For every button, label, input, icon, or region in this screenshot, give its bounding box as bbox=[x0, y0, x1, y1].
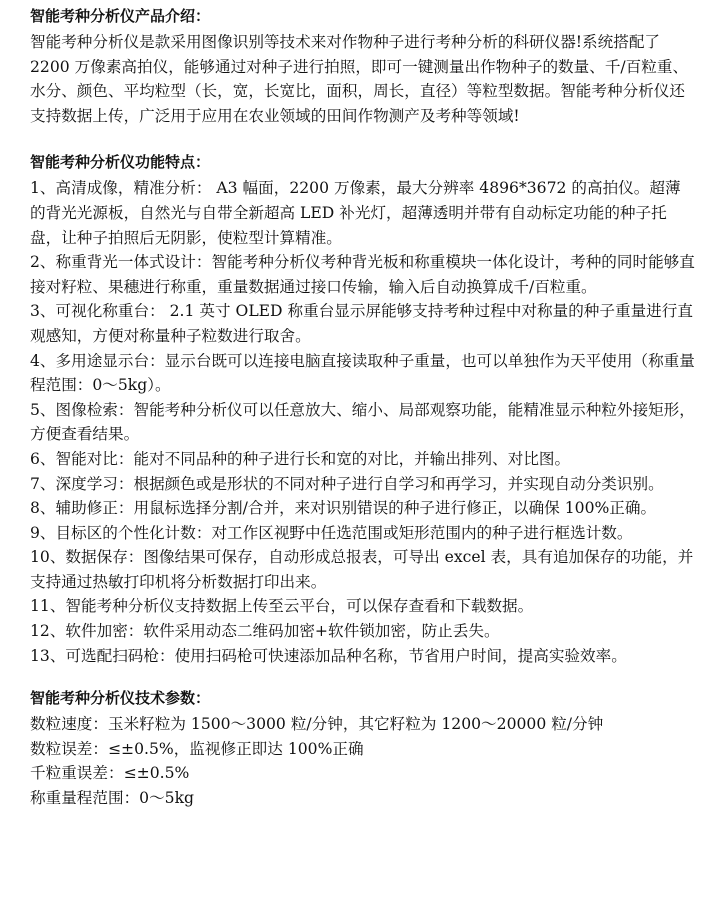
spec-item: 数粒速度：玉米籽粒为 1500～3000 粒/分钟，其它籽粒为 1200～20000 粒/分钟 bbox=[30, 715, 604, 734]
feature-item: 4、多用途显示台：显示台既可以连接电脑直接读取种子重量，也可以单独作为天平使用（称重量程范围：0～5kg）。 bbox=[30, 351, 695, 395]
specs-heading: 智能考种分析仪技术参数： bbox=[30, 689, 211, 708]
feature-item: 13、可选配扫码枪：使用扫码枪可快速添加品种名称，节省用户时间，提高实验效率。 bbox=[30, 646, 627, 665]
feature-item: 12、软件加密：软件采用动态二维码加密+软件锁加密，防止丢失。 bbox=[30, 622, 500, 641]
feature-item: 10、数据保存：图像结果可保存，自动形成总报表，可导出 excel 表，具有追加保存的功能，并支持通过热敏打印机将分析数据打印出来。 bbox=[30, 548, 694, 591]
feature-item: 9、目标区的个性化计数：对工作区视野中任选范围或矩形范围内的种子进行框选计数。 bbox=[30, 523, 633, 542]
spacer bbox=[30, 668, 696, 688]
feature-item: 1、高清成像，精准分析： A3 幅面，2200 万像素，最大分辨率 4896*3672 的高拍仪。超薄的背光光源板，自然光与自带全新超高 LED 补光灯，超薄透明并带有自动标定功能的种子托盘，让种子拍照后无阴影，使粒型计算精准。 bbox=[30, 179, 681, 247]
specs-section bbox=[30, 688, 696, 810]
features-section bbox=[30, 152, 696, 668]
feature-item: 7、深度学习：根据颜色或是形状的不同对种子进行自学习和再学习，并实现自动分类识别。 bbox=[30, 474, 664, 493]
intro-paragraph: 智能考种分析仪是款采用图像识别等技术来对作物种子进行考种分析的科研仪器!系统搭配了 2200 万像素高拍仪，能够通过对种子进行拍照，即可一键测量出作物种子的数量、千/百粒重、水分、颜色、平均粒型（长，宽，长宽比，面积，周长，直径）等粒型数据。智能考种分析仪还支持数据上传，广泛用于应用在农业领域的田间作物测产及考种等领域! bbox=[30, 33, 689, 125]
feature-item: 11、智能考种分析仪支持数据上传至云平台，可以保存查看和下载数据。 bbox=[30, 597, 534, 616]
feature-item: 5、图像检索：智能考种分析仪可以任意放大、缩小、局部观察功能，能精准显示种粒外接矩形，方便查看结果。 bbox=[30, 400, 695, 444]
features-heading: 智能考种分析仪功能特点： bbox=[30, 153, 211, 172]
intro-section bbox=[30, 6, 696, 128]
spacer bbox=[30, 128, 696, 152]
feature-item: 3、可视化称重台： 2.1 英寸 OLED 称重台显示屏能够支持考种过程中对称量的种子重量进行直观感知，方便对称量种子粒数进行取舍。 bbox=[30, 302, 693, 345]
intro-heading: 智能考种分析仪产品介绍： bbox=[30, 7, 211, 25]
feature-item: 8、辅助修正：用鼠标选择分割/合并，来对识别错误的种子进行修正，以确保 100%正确。 bbox=[30, 499, 657, 518]
feature-item: 2、称重背光一体式设计：智能考种分析仪考种背光板和称重模块一体化设计，考种的同时能够直接对籽粒、果穗进行称重，重量数据通过接口传输，输入后自动换算成千/百粒重。 bbox=[30, 253, 695, 296]
feature-item: 6、智能对比：能对不同品种的种子进行长和宽的对比，并输出排列、对比图。 bbox=[30, 449, 571, 468]
spec-item: 千粒重误差：≤±0.5% bbox=[30, 764, 190, 783]
document bbox=[30, 6, 696, 811]
spec-item: 称重量程范围：0～5kg bbox=[30, 789, 195, 808]
spec-item: 数粒误差：≤±0.5%，监视修正即达 100%正确 bbox=[30, 739, 364, 758]
